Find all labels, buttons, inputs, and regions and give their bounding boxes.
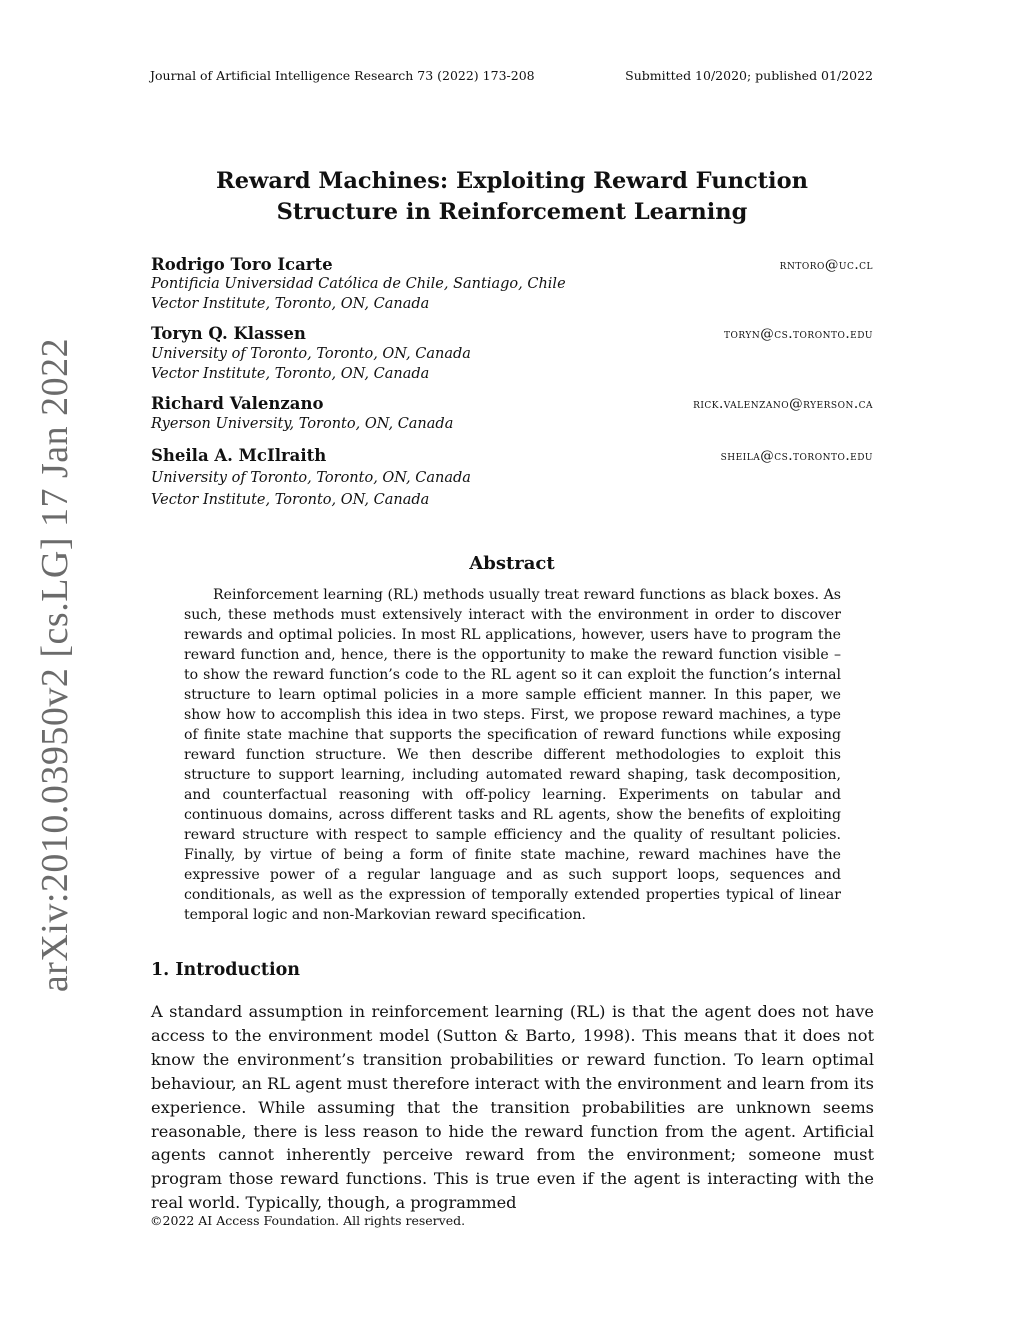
arxiv-stamp-text: arXiv:2010.03950v2 [cs.LG] 17 Jan 2022: [34, 337, 76, 993]
author-affiliation: University of Toronto, Toronto, ON, Canada: [151, 346, 471, 362]
author-name: Toryn Q. Klassen: [151, 324, 306, 343]
paper-title-line-2: Structure in Reinforcement Learning: [276, 199, 748, 225]
journal-header: Journal of Artificial Intelligence Research 73 (2022) 173-208: [150, 68, 535, 83]
author-email[interactable]: rntoro@uc.cl: [779, 257, 873, 273]
author-name: Richard Valenzano: [151, 394, 324, 413]
submission-dates: Submitted 10/2020; published 01/2022: [625, 68, 873, 83]
abstract-heading: Abstract: [469, 553, 555, 574]
author-email[interactable]: toryn@cs.toronto.edu: [724, 326, 873, 342]
author-affiliation: Vector Institute, Toronto, ON, Canada: [151, 492, 430, 508]
author-affiliation: Vector Institute, Toronto, ON, Canada: [151, 366, 430, 382]
author-email[interactable]: rick.valenzano@ryerson.ca: [693, 396, 873, 412]
author-name: Sheila A. McIlraith: [151, 446, 327, 465]
author-affiliation: Vector Institute, Toronto, ON, Canada: [151, 296, 430, 312]
abstract-body: [184, 585, 841, 925]
author-affiliation: Ryerson University, Toronto, ON, Canada: [151, 416, 454, 432]
section-heading-introduction: 1. Introduction: [151, 960, 300, 980]
author-name: Rodrigo Toro Icarte: [151, 255, 333, 274]
author-affiliation: University of Toronto, Toronto, ON, Canada: [151, 470, 471, 486]
abstract-paragraph: Reinforcement learning (RL) methods usually treat reward functions as black boxes. As such, these methods must extensively interact with the environment in order to discover rewards and optimal policies. In most RL applications, however, users have to program the reward function and, hence, there is the opportunity to make the reward function visible – to show the reward function’s code to the RL agent so it can exploit the function’s internal structure to learn optimal policies in a more sample efficient manner. In this paper, we show how to accomplish this idea in two steps. First, we propose reward machines, a type of finite state machine that supports the specification of reward functions while exposing reward function structure. We then describe different methodologies to exploit this structure to support learning, including automated reward shaping, task decomposition, and counterfactual reasoning with off-policy learning. Experiments on tabular and continuous domains, across different tasks and RL agents, show the benefits of exploiting reward structure with respect to sample efficiency and the quality of resultant policies. Finally, by virtue of being a form of finite state machine, reward machines have the expressive power of a regular language and as such support loops, sequences and conditionals, as well as the expression of temporally extended properties typical of linear temporal logic and non-Markovian reward specification.: [184, 587, 841, 923]
paper-title-line-1: Reward Machines: Exploiting Reward Function: [216, 168, 808, 194]
introduction-body: [151, 1000, 874, 1215]
introduction-paragraph: A standard assumption in reinforcement learning (RL) is that the agent does not have access to the environment model (Sutton & Barto, 1998). This means that it does not know the environment’s transition probabilities or reward function. To learn optimal behaviour, an RL agent must therefore interact with the environment and learn from its experience. While assuming that the transition probabilities are unknown seems reasonable, there is less reason to hide the reward function from the agent. Artificial agents cannot inherently perceive reward from the environment; someone must program those reward functions. This is true even if the agent is interacting with the real world. Typically, though, a programmed: [151, 1002, 874, 1213]
author-affiliation: Pontificia Universidad Católica de Chile, Santiago, Chile: [151, 276, 566, 292]
author-email[interactable]: sheila@cs.toronto.edu: [720, 448, 873, 464]
copyright-footer: ©2022 AI Access Foundation. All rights reserved.: [150, 1213, 466, 1228]
